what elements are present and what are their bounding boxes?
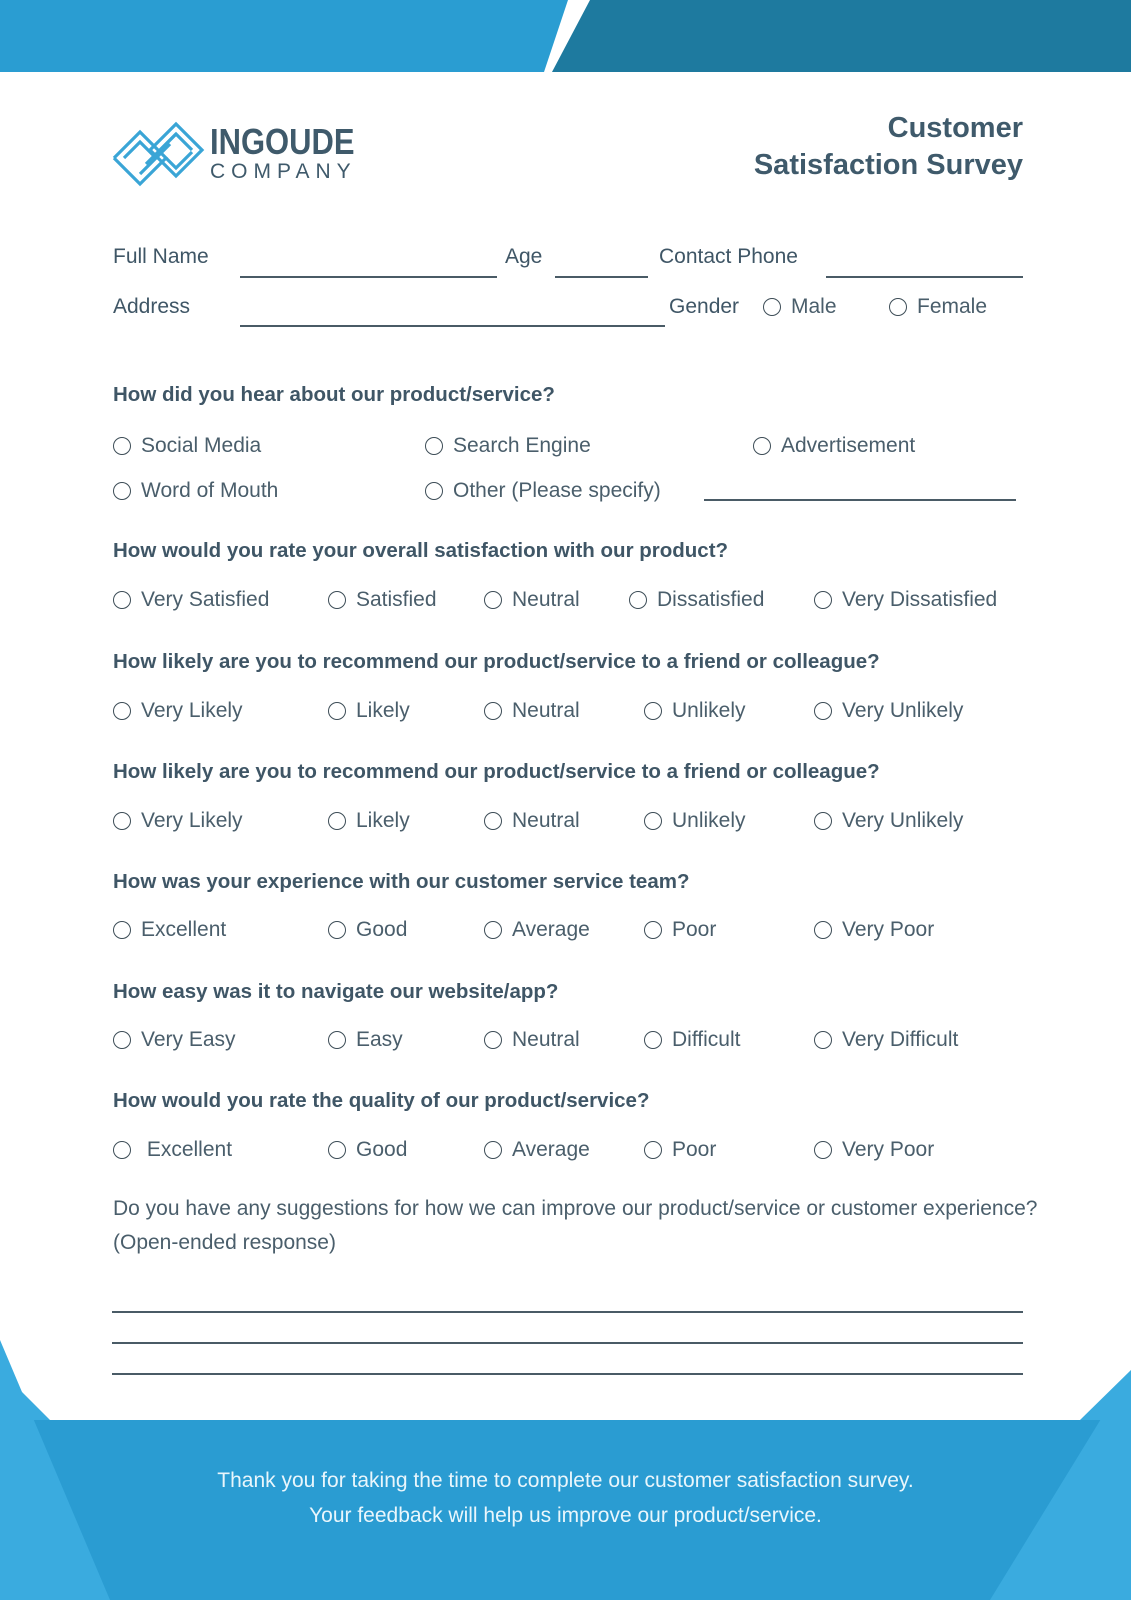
q4-option-3[interactable]: [484, 809, 580, 833]
contact-phone-field[interactable]: [826, 276, 1023, 278]
q6-option-3[interactable]: [484, 1028, 580, 1052]
q4-option-1[interactable]: [113, 809, 243, 833]
radio-label: Male: [791, 295, 837, 318]
radio-circle-icon: [328, 1141, 346, 1159]
q5-option-5[interactable]: [814, 918, 934, 942]
q2-option-3[interactable]: [484, 588, 580, 612]
gender-label: Gender: [669, 295, 740, 318]
page-title: [754, 110, 1023, 184]
company-logo: [110, 118, 378, 190]
company-name: INGOUDE: [210, 121, 355, 162]
title-line-2: Satisfaction Survey: [753, 149, 1023, 181]
company-subtitle: COMPANY: [210, 160, 357, 183]
q3-option-2[interactable]: [328, 699, 410, 723]
q3-option-1[interactable]: [113, 699, 243, 723]
q1-other-specify-field[interactable]: [704, 499, 1016, 501]
radio-label: Very Easy: [141, 1028, 236, 1051]
radio-circle-icon: [484, 1141, 502, 1159]
question-5: How was your experience with our customer service team?: [113, 870, 690, 893]
radio-label: Social Media: [141, 434, 262, 457]
q1-option-word-of-mouth[interactable]: [113, 479, 278, 503]
radio-circle-icon: [328, 591, 346, 609]
radio-circle-icon: [113, 1141, 131, 1159]
q2-option-2[interactable]: [328, 588, 437, 612]
open-ended-question: Do you have any suggestions for how we can improve our product/service or customer experience? (Open-ended response): [113, 1197, 1038, 1254]
radio-label: Advertisement: [781, 434, 916, 457]
q1-option-social-media[interactable]: [113, 434, 261, 458]
q6-option-1[interactable]: [113, 1028, 236, 1052]
radio-circle-icon: [629, 591, 647, 609]
radio-circle-icon: [814, 1141, 832, 1159]
radio-label: Very Satisfied: [141, 588, 270, 611]
radio-label: Poor: [672, 1138, 717, 1161]
radio-label: Satisfied: [356, 588, 437, 611]
question-6: How easy was it to navigate our website/app?: [113, 980, 559, 1003]
radio-label: Very Unlikely: [842, 809, 964, 832]
radio-label: Very Poor: [842, 1138, 935, 1161]
radio-circle-icon: [328, 921, 346, 939]
radio-label: Neutral: [512, 699, 580, 722]
q6-option-2[interactable]: [328, 1028, 403, 1052]
radio-label: Difficult: [672, 1028, 741, 1051]
q3-option-3[interactable]: [484, 699, 580, 723]
radio-label: Very Difficult: [842, 1028, 959, 1051]
address-label: Address: [113, 295, 191, 318]
q7-option-3[interactable]: [484, 1138, 590, 1162]
q3-option-5[interactable]: [814, 699, 963, 723]
q6-option-4[interactable]: [644, 1028, 740, 1052]
full-name-field[interactable]: [240, 276, 497, 278]
radio-label: Other (Please specify): [453, 479, 661, 502]
question-4: How likely are you to recommend our product/service to a friend or colleague?: [113, 760, 880, 783]
radio-circle-icon: [113, 437, 131, 455]
radio-label: Dissatisfied: [657, 588, 765, 611]
radio-circle-icon: [113, 1031, 131, 1049]
footer-feedback-note: Your feedback will help us improve our product/service.: [309, 1504, 822, 1527]
q5-option-4[interactable]: [644, 918, 716, 942]
radio-label: Excellent: [141, 918, 227, 941]
radio-circle-icon: [328, 702, 346, 720]
q5-option-1[interactable]: [113, 918, 226, 942]
radio-label: Word of Mouth: [141, 479, 279, 502]
age-label: Age: [505, 245, 543, 268]
q4-option-5[interactable]: [814, 809, 963, 833]
radio-label: Search Engine: [453, 434, 591, 457]
question-2: How would you rate your overall satisfaction with our product?: [113, 539, 729, 562]
radio-circle-icon: [328, 812, 346, 830]
title-line-1: Customer: [887, 112, 1023, 144]
radio-circle-icon: [484, 1031, 502, 1049]
radio-label: Likely: [356, 809, 410, 832]
radio-circle-icon: [484, 702, 502, 720]
q4-option-2[interactable]: [328, 809, 410, 833]
radio-circle-icon: [484, 812, 502, 830]
radio-label: Very Unlikely: [842, 699, 964, 722]
q5-option-2[interactable]: [328, 918, 407, 942]
radio-label: Neutral: [512, 588, 580, 611]
radio-circle-icon: [113, 591, 131, 609]
response-line-1[interactable]: [112, 1311, 1023, 1313]
q7-option-1[interactable]: [113, 1138, 232, 1162]
q3-option-4[interactable]: [644, 699, 746, 723]
radio-circle-icon: [644, 702, 662, 720]
header-band: [0, 0, 1131, 72]
question-1: How did you hear about our product/service?: [113, 383, 555, 406]
interlocking-diamond-logo-icon: [110, 118, 206, 190]
radio-circle-icon: [113, 812, 131, 830]
radio-label: Poor: [672, 918, 717, 941]
question-7: How would you rate the quality of our product/service?: [113, 1089, 650, 1112]
radio-circle-icon: [644, 1031, 662, 1049]
q2-option-1[interactable]: [113, 588, 269, 612]
q4-option-4[interactable]: [644, 809, 746, 833]
radio-circle-icon: [814, 591, 832, 609]
q5-option-3[interactable]: [484, 918, 590, 942]
radio-circle-icon: [644, 921, 662, 939]
radio-label: Likely: [356, 699, 410, 722]
q1-option-other[interactable]: [425, 479, 661, 503]
radio-label: Average: [512, 918, 590, 941]
radio-circle-icon: [814, 921, 832, 939]
q7-option-2[interactable]: [328, 1138, 407, 1162]
radio-label: Very Dissatisfied: [842, 588, 998, 611]
q6-option-5[interactable]: [814, 1028, 958, 1052]
radio-circle-icon: [113, 482, 131, 500]
radio-circle-icon: [644, 1141, 662, 1159]
radio-circle-icon: [328, 1031, 346, 1049]
radio-label: Unlikely: [672, 699, 746, 722]
radio-circle-icon: [889, 298, 907, 316]
radio-label: Neutral: [512, 1028, 580, 1051]
radio-circle-icon: [425, 437, 443, 455]
radio-circle-icon: [484, 591, 502, 609]
q7-option-5[interactable]: [814, 1138, 934, 1162]
radio-circle-icon: [814, 812, 832, 830]
radio-label: Good: [356, 1138, 408, 1161]
q7-option-4[interactable]: [644, 1138, 716, 1162]
q1-option-search-engine[interactable]: [425, 434, 591, 458]
radio-label: Easy: [356, 1028, 403, 1051]
q1-option-advertisement[interactable]: [753, 434, 915, 458]
radio-label: Good: [356, 918, 408, 941]
q2-option-5[interactable]: [814, 588, 997, 612]
q2-option-4[interactable]: [629, 588, 764, 612]
question-3: How likely are you to recommend our product/service to a friend or colleague?: [113, 650, 880, 673]
footer-thank-you: Thank you for taking the time to complete our customer satisfaction survey.: [217, 1469, 914, 1492]
radio-circle-icon: [484, 921, 502, 939]
radio-circle-icon: [814, 702, 832, 720]
radio-circle-icon: [425, 482, 443, 500]
radio-circle-icon: [644, 812, 662, 830]
radio-label: Female: [917, 295, 988, 318]
radio-circle-icon: [814, 1031, 832, 1049]
gender-radio-male[interactable]: [763, 295, 837, 319]
radio-label: Neutral: [512, 809, 580, 832]
radio-circle-icon: [113, 921, 131, 939]
age-field[interactable]: [555, 276, 648, 278]
radio-label: Average: [512, 1138, 590, 1161]
radio-circle-icon: [753, 437, 771, 455]
contact-phone-label: Contact Phone: [659, 245, 798, 268]
full-name-label: Full Name: [113, 245, 209, 268]
radio-circle-icon: [763, 298, 781, 316]
gender-radio-female[interactable]: [889, 295, 987, 319]
radio-label: Very Likely: [141, 809, 243, 832]
radio-label: Excellent: [141, 1138, 233, 1161]
radio-label: Unlikely: [672, 809, 746, 832]
radio-circle-icon: [113, 702, 131, 720]
radio-label: Very Poor: [842, 918, 935, 941]
address-field[interactable]: [240, 325, 665, 327]
radio-label: Very Likely: [141, 699, 243, 722]
header-band-shapes: [0, 0, 1131, 72]
